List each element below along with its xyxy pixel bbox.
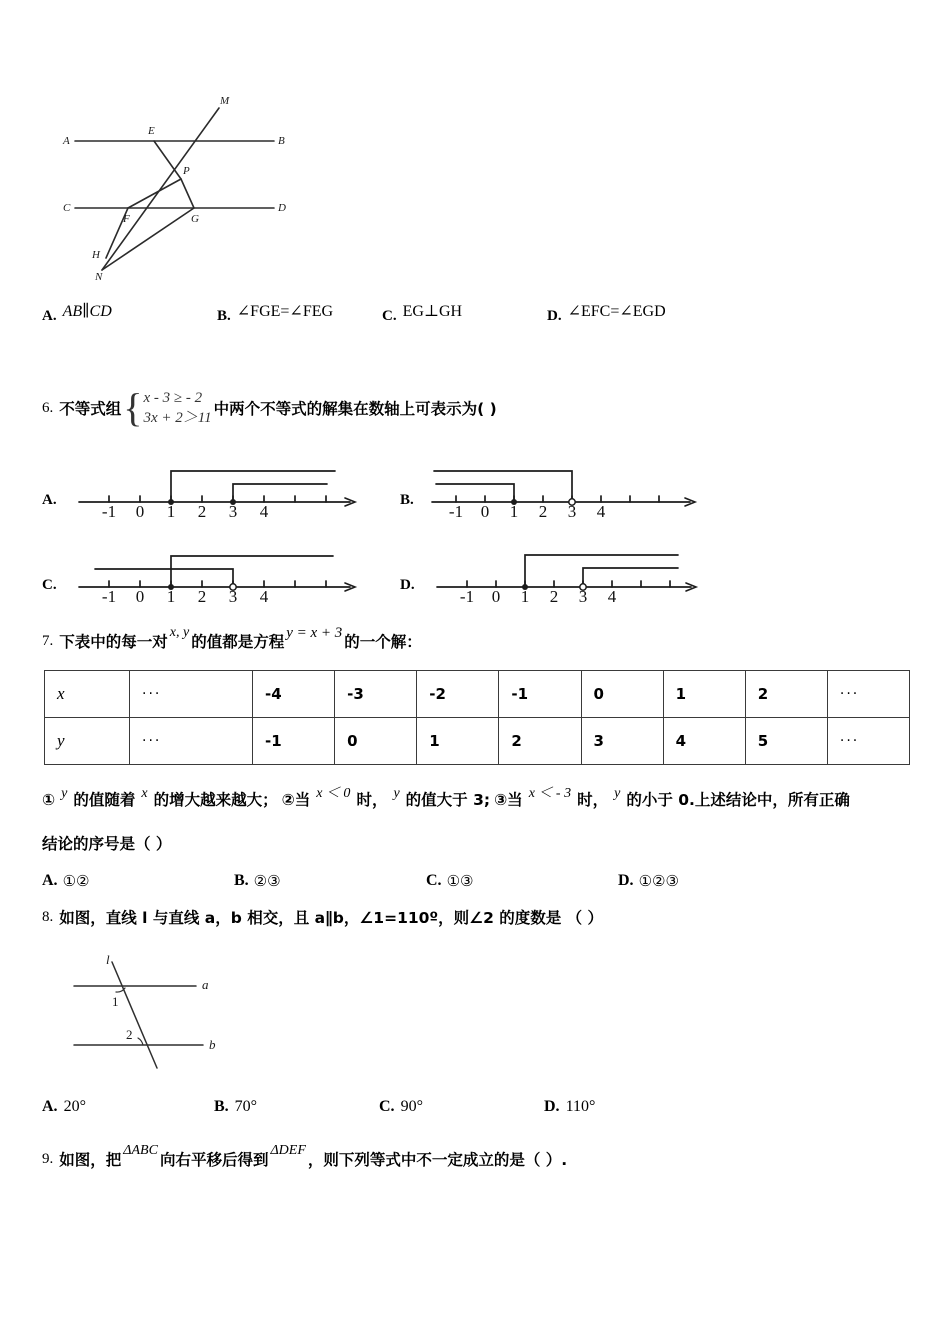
- q9-text-before: 如图，把: [59, 1151, 122, 1169]
- q8-option-d-text: 110°: [565, 1098, 596, 1115]
- q7-option-d-text: ①②③: [638, 872, 679, 890]
- solutions-table: [44, 670, 910, 765]
- conclusion-1-var: y: [61, 786, 68, 801]
- figure-parallel-lines-efgh: [62, 86, 322, 281]
- question-6-stem: [42, 385, 497, 431]
- q7-option-c[interactable]: [426, 872, 618, 890]
- q6c-tick-3: 3: [228, 587, 237, 602]
- q6-option-c-numberline: [65, 540, 365, 602]
- q9-text-after: ，则下列等式中不一定成立的是（ ）.: [307, 1151, 568, 1169]
- q6b-tick-0: 0: [480, 502, 490, 517]
- q8-option-b-letter: B.: [214, 1098, 229, 1115]
- q6c-tick-1: 1: [166, 587, 175, 602]
- conclusion-2-marker: ②当: [281, 791, 311, 809]
- table-cell-y-7: 5: [745, 718, 827, 765]
- conclusion-3-mid: 时，: [577, 791, 609, 809]
- figure-label-P: P: [183, 165, 190, 177]
- table-header-y: y: [45, 718, 130, 765]
- q7-option-b[interactable]: [234, 872, 426, 890]
- q5-option-a-letter: A.: [42, 308, 57, 324]
- figure-label-M: M: [220, 95, 230, 107]
- q8-options-row: [42, 1098, 922, 1116]
- q8-option-a-letter: A.: [42, 1098, 58, 1115]
- q8-option-c-text: 90°: [400, 1098, 423, 1115]
- table-cell-x-6: 1: [663, 671, 745, 718]
- figure-label-G: G: [191, 213, 199, 225]
- q5-option-c[interactable]: [382, 305, 547, 325]
- q5-option-a[interactable]: [42, 305, 217, 325]
- table-cell-y-6: 4: [663, 718, 745, 765]
- q6c-tick-4: 4: [259, 587, 268, 602]
- q6-option-c[interactable]: [42, 540, 365, 602]
- q6-option-c-letter: C.: [42, 577, 57, 593]
- table-cell-y-0: ···: [130, 718, 253, 765]
- q7-option-c-letter: C.: [426, 872, 442, 889]
- q9-triangle-def: ΔDEF: [270, 1143, 306, 1158]
- q6-tail-text: 中两个不等式的解集在数轴上可表示为( ): [213, 400, 497, 419]
- q5-option-b-letter: B.: [217, 308, 231, 324]
- q5-option-c-text: EG⊥GH: [402, 303, 463, 320]
- q8-option-c-letter: C.: [379, 1098, 395, 1115]
- q7-option-b-text: ②③: [253, 872, 281, 890]
- q7-conclusion-question: 结论的序号是（ ）: [42, 835, 172, 853]
- q5-option-d-letter: D.: [547, 308, 562, 324]
- q6b-tick--1: -1: [448, 502, 463, 517]
- table-cell-x-8: ···: [827, 671, 909, 718]
- q5-option-d[interactable]: [547, 305, 666, 325]
- conclusion-3-end: 的小于 0.上述结论中，所有正确: [626, 791, 850, 809]
- q6b-tick-1: 1: [509, 502, 519, 517]
- table-cell-y-4: 2: [499, 718, 581, 765]
- q5-option-c-letter: C.: [382, 308, 397, 324]
- q7-option-d[interactable]: [618, 872, 679, 890]
- q6d-tick-3: 3: [578, 587, 587, 602]
- q5-options-row: [42, 305, 922, 325]
- q8-option-c[interactable]: [379, 1098, 544, 1116]
- q7-options-row: [42, 872, 922, 890]
- q7-option-b-letter: B.: [234, 872, 249, 889]
- q6-option-b-letter: B.: [400, 492, 414, 508]
- q5-option-b[interactable]: [217, 305, 382, 325]
- q6-lead-text: 不等式组: [59, 400, 122, 419]
- q7-option-a-letter: A.: [42, 872, 58, 889]
- q8-text: 如图，直线 l 与直线 a，b 相交，且 a∥b，∠1=110º，则∠2 的度数是 （ ）: [59, 909, 604, 927]
- q7-conclusions-line2: [42, 832, 171, 854]
- table-cell-y-3: 1: [417, 718, 499, 765]
- q6b-tick-2: 2: [538, 502, 548, 517]
- q6-option-a-letter: A.: [42, 492, 57, 508]
- q7-option-a-text: ①②: [62, 872, 90, 890]
- table-row-y: [45, 718, 910, 765]
- figure-transversal-parallel-lines: [72, 942, 272, 1082]
- conclusion-2-end: 的值大于 3;: [405, 791, 491, 809]
- table-cell-x-3: -2: [417, 671, 499, 718]
- q5-option-d-text: ∠EFC=∠EGD: [567, 303, 666, 320]
- table-cell-x-5: 0: [581, 671, 663, 718]
- conclusion-3-marker: ③当: [494, 791, 523, 809]
- table-cell-x-0: ···: [130, 671, 253, 718]
- table-row-x: [45, 671, 910, 718]
- q6c-tick-0: 0: [135, 587, 144, 602]
- conclusion-3-var: y: [614, 786, 621, 801]
- q7-number: 7.: [42, 632, 54, 649]
- q6-option-d-numberline: [423, 540, 713, 602]
- q8-number: 8.: [42, 908, 54, 925]
- table-cell-x-7: 2: [745, 671, 827, 718]
- q9-text-middle: 向右平移后得到: [159, 1151, 269, 1169]
- q7-option-c-text: ①③: [446, 872, 474, 890]
- figure-label-C: C: [63, 202, 71, 214]
- table-cell-y-2: 0: [335, 718, 417, 765]
- q6-option-a[interactable]: [42, 455, 365, 517]
- q9-triangle-abc: ΔABC: [123, 1143, 158, 1158]
- figure-label-H: H: [92, 249, 100, 261]
- q6-inequality-system: [123, 385, 212, 431]
- question-8-stem: [42, 906, 603, 928]
- q6a-tick-3: 3: [228, 502, 237, 517]
- question-9-stem: [42, 1143, 568, 1170]
- q6d-tick-2: 2: [549, 587, 558, 602]
- q6a-tick-1: 1: [166, 502, 175, 517]
- conclusion-1-marker: ①: [42, 791, 56, 809]
- figure-label-a: a: [202, 977, 209, 992]
- q7-text-before: 下表中的每一对: [59, 633, 168, 651]
- left-brace-icon: {: [123, 385, 143, 431]
- q7-option-a[interactable]: [42, 872, 234, 890]
- q6-equation-top: x - 3 ≥ - 2: [143, 390, 203, 406]
- q7-equation: y = x + 3: [286, 624, 343, 641]
- table-cell-x-1: -4: [253, 671, 335, 718]
- table-cell-y-8: ···: [827, 718, 909, 765]
- table-cell-x-4: -1: [499, 671, 581, 718]
- q6b-tick-3: 3: [567, 502, 577, 517]
- q6-equation-bottom: 3x + 2＞11: [143, 410, 212, 427]
- q6-option-b[interactable]: [400, 455, 712, 517]
- q8-option-d[interactable]: [544, 1098, 595, 1116]
- figure-label-b: b: [209, 1037, 216, 1052]
- table-header-x: x: [45, 671, 130, 718]
- q6a-tick--1: -1: [101, 502, 116, 517]
- q6c-tick-2: 2: [197, 587, 206, 602]
- q9-number: 9.: [42, 1150, 54, 1167]
- q8-option-b[interactable]: [214, 1098, 379, 1116]
- q6-option-d[interactable]: [400, 540, 713, 602]
- q6a-tick-2: 2: [197, 502, 206, 517]
- figure-label-D: D: [278, 202, 286, 214]
- q7-conclusions-line1: [42, 788, 850, 810]
- q8-option-a[interactable]: [42, 1098, 214, 1116]
- q6-option-d-letter: D.: [400, 577, 415, 593]
- q6d-tick-1: 1: [520, 587, 529, 602]
- q5-option-a-text: AB∥CD: [62, 303, 112, 320]
- q8-option-a-text: 20°: [63, 1098, 86, 1115]
- q6b-tick-4: 4: [596, 502, 606, 517]
- figure-label-B: B: [278, 135, 285, 147]
- table-cell-y-1: -1: [253, 718, 335, 765]
- table-cell-x-2: -3: [335, 671, 417, 718]
- q8-option-d-letter: D.: [544, 1098, 560, 1115]
- figure-label-A: A: [63, 135, 70, 147]
- conclusion-2-condition: x ＜ 0: [316, 786, 351, 801]
- conclusion-1-end: 的增大越来越大；: [153, 791, 278, 809]
- conclusion-1-var2: x: [141, 786, 148, 801]
- q6d-tick-4: 4: [607, 587, 616, 602]
- figure-label-l: l: [106, 952, 110, 967]
- conclusion-3-condition: x ＜ - 3: [528, 786, 572, 801]
- conclusion-1-mid: 的值随着: [73, 791, 136, 809]
- conclusion-2-var: y: [393, 786, 400, 801]
- q7-variables: x, y: [169, 625, 190, 640]
- q6d-tick--1: -1: [459, 587, 474, 602]
- q8-option-b-text: 70°: [234, 1098, 258, 1115]
- q6a-tick-4: 4: [259, 502, 268, 517]
- question-7-stem: [42, 624, 422, 652]
- q6-option-a-numberline: [65, 455, 365, 517]
- conclusion-2-mid: 时，: [356, 791, 388, 809]
- q5-option-b-text: ∠FGE=∠FEG: [236, 303, 334, 320]
- table-cell-y-5: 3: [581, 718, 663, 765]
- figure-angle-2: 2: [126, 1027, 133, 1042]
- q7-option-d-letter: D.: [618, 872, 634, 889]
- q6d-tick-0: 0: [491, 587, 500, 602]
- q7-text-middle: 的值都是方程: [191, 633, 285, 651]
- figure-label-N: N: [95, 271, 103, 281]
- figure-angle-1: 1: [112, 994, 119, 1009]
- figure-label-F: F: [123, 213, 130, 225]
- q6-number: 6.: [42, 399, 54, 416]
- figure-label-E: E: [148, 125, 155, 137]
- q6a-tick-0: 0: [135, 502, 144, 517]
- q6c-tick--1: -1: [101, 587, 116, 602]
- q7-text-after: 的一个解：: [344, 633, 422, 651]
- q6-option-b-numberline: [422, 455, 712, 517]
